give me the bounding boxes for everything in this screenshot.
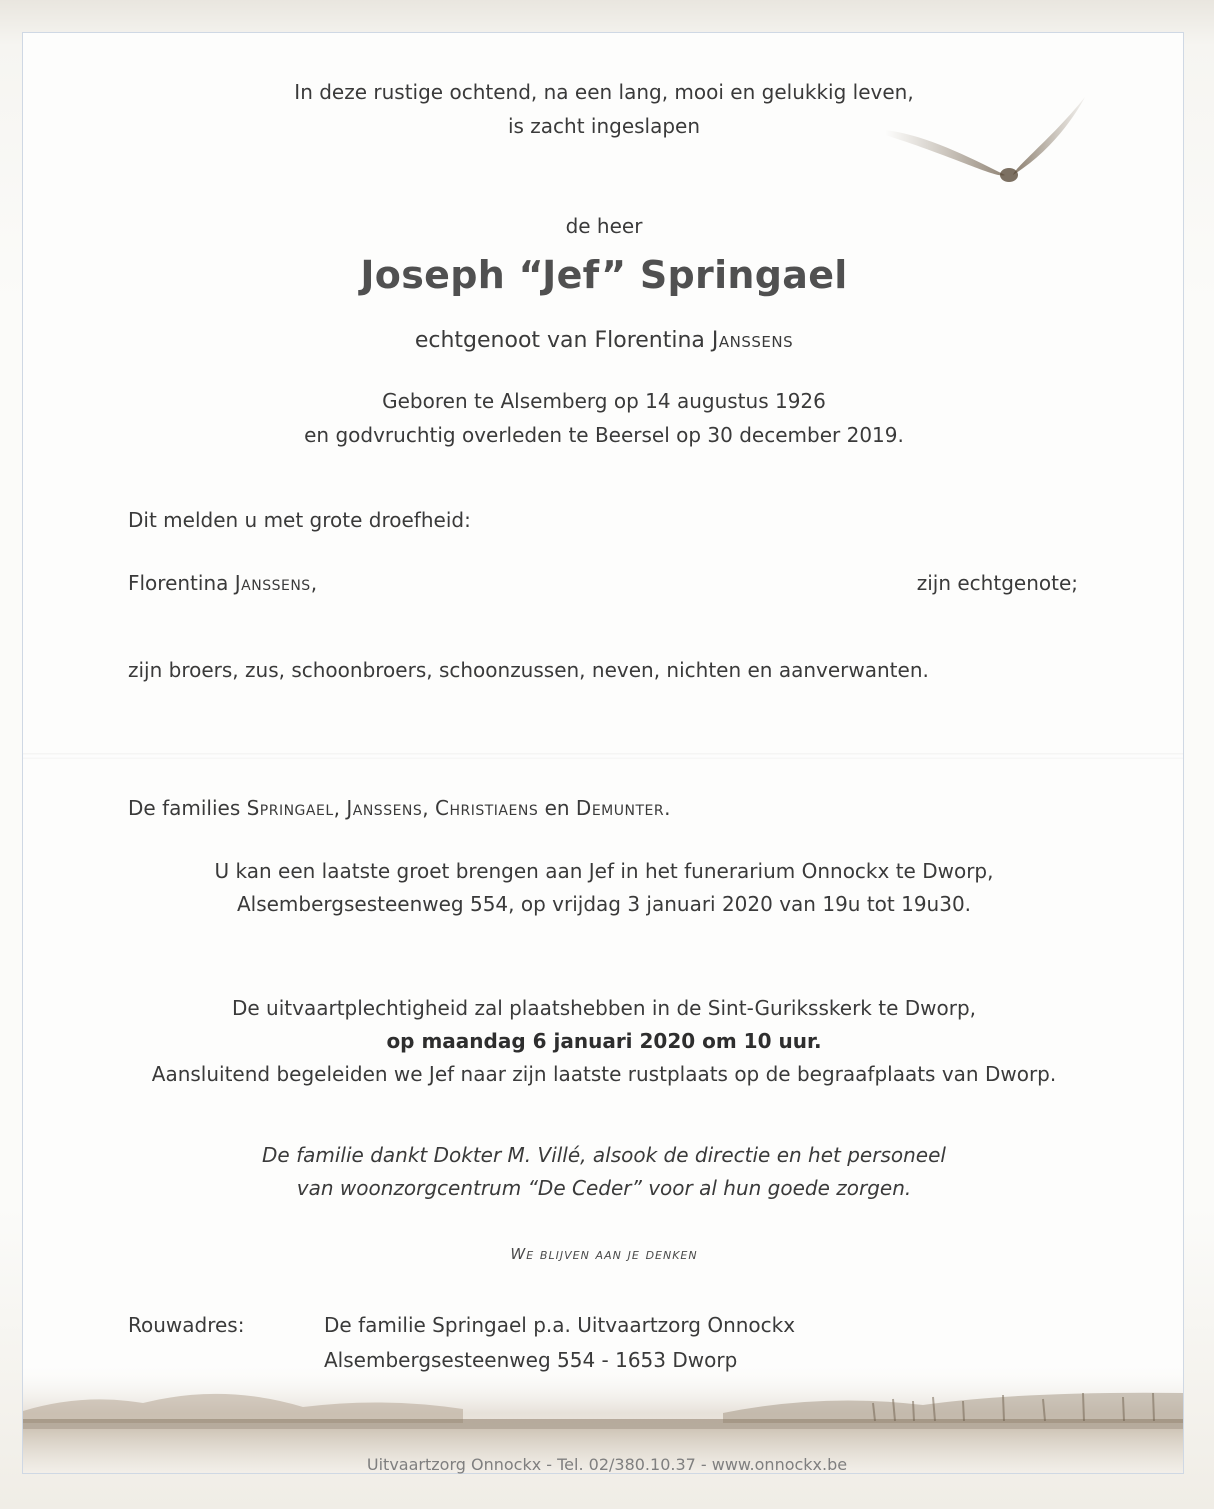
announcement: Dit melden u met grote droefheid: [128, 508, 471, 532]
spouse-prefix: echtgenoot van Florentina [414, 328, 712, 353]
fold-line [23, 753, 1184, 759]
families-prefix: De families [128, 796, 247, 820]
spouse-surname: Janssens [711, 328, 794, 353]
intro-line-2: is zacht ingeslapen [507, 114, 701, 138]
address-label: Rouwadres: [128, 1313, 245, 1337]
family-janssens: Janssens [346, 796, 423, 820]
birth-line-1: Geboren te Alsemberg op 14 augustus 1926 [382, 389, 826, 413]
salutation: de heer [565, 214, 643, 238]
footer: Uitvaartzorg Onnockx - Tel. 02/380.10.37 - www.onnockx.be [366, 1455, 848, 1474]
deceased-name: Joseph “Jef” Springael [360, 253, 848, 297]
families-line [128, 791, 670, 825]
widow-name [128, 566, 317, 600]
funeral-line-1: De uitvaartplechtigheid zal plaatshebben in de Sint-Guriksskerk te Dworp, [231, 996, 976, 1020]
intro-line-1: In deze rustige ochtend, na een lang, mooi en gelukkig leven, [294, 80, 914, 104]
relatives-line: zijn broers, zus, schoonbroers, schoonzussen, neven, nichten en aanverwanten. [128, 658, 929, 682]
birth-line-2: en godvruchtig overleden te Beersel op 30 december 2019. [304, 423, 904, 447]
funeral-date: op maandag 6 januari 2020 om 10 uur. [386, 1029, 822, 1053]
family-sep-2: , [422, 796, 436, 820]
widow-surname: Janssens [234, 571, 311, 595]
visitation-line-1: U kan een laatste groet brengen aan Jef in het funerarium Onnockx te Dworp, [214, 859, 994, 883]
death-notice-card [22, 32, 1184, 1474]
visitation-line-2: Alsembergsesteenweg 554, op vrijdag 3 januari 2020 van 19u tot 19u30. [236, 892, 972, 916]
widow-comma: , [310, 571, 318, 595]
families-end: . [664, 796, 671, 820]
funeral-line-3: Aansluitend begeleiden we Jef naar zijn laatste rustplaats op de begraafplaats van Dworp. [151, 1062, 1057, 1086]
thanks-line-1: De familie dankt Dokter M. Villé, alsook de directie en het personeel [262, 1143, 946, 1167]
motto: We blijven aan je denken [510, 1245, 698, 1263]
widow-first: Florentina [128, 571, 235, 595]
thanks-line-2: van woonzorgcentrum “De Ceder” voor al hun goede zorgen. [296, 1176, 912, 1200]
family-springael: Springael [246, 796, 334, 820]
family-sep-3: en [538, 796, 576, 820]
address-line-1: De familie Springael p.a. Uitvaartzorg Onnockx [324, 1313, 796, 1337]
spouse-line [23, 324, 1184, 358]
family-christiaens: Christiaens [435, 796, 539, 820]
family-demunter: Demunter [575, 796, 665, 820]
family-sep-1: , [333, 796, 347, 820]
address-line-2: Alsembergsesteenweg 554 - 1653 Dworp [324, 1348, 738, 1372]
widow-role: zijn echtgenote; [916, 571, 1078, 595]
